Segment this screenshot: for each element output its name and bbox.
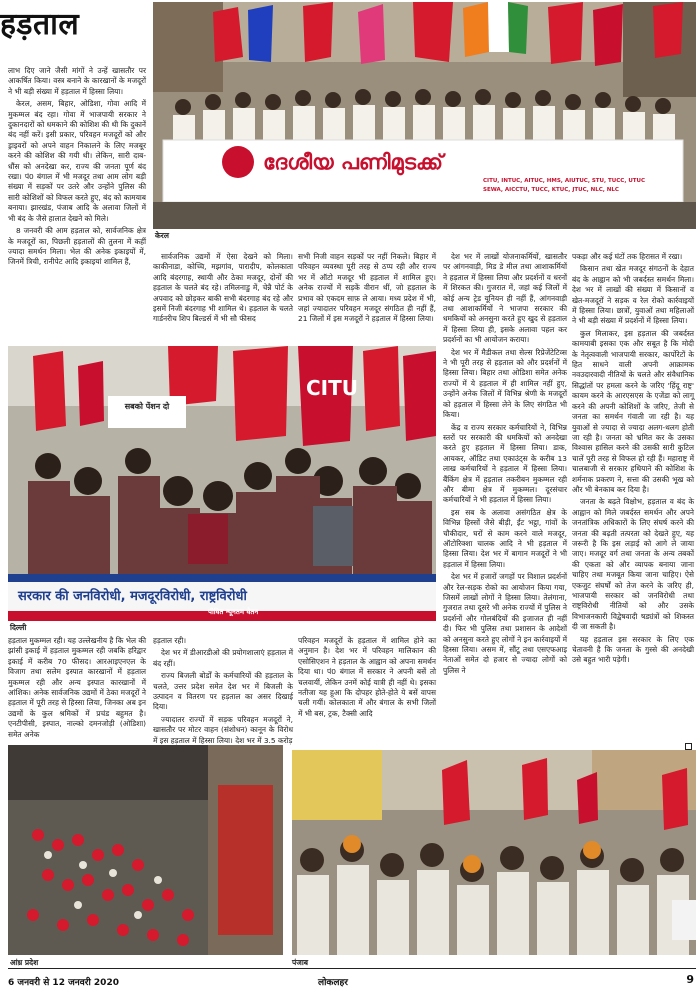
- paragraph: पकड़ा और कई घंटों तक हिरासत में रखा।: [572, 252, 683, 261]
- paragraph: लाभ दिए जाने जैसी मांगों ने उन्हें खासतौर पर आकर्षित किया। वस्त्र बनाने के कारखानों के मजदूरों ने भी बड़ी संख्या में हड़ताल में हिस्सा लिया।: [8, 66, 146, 96]
- paragraph: किसान तथा खेत मजदूर संगठनों के देहात बंद के आह्वान को भी जबर्दस्त समर्थन मिला। देश भर में लाखों की संख्या में किसानों व खेत-मजदूरों ने सड़क व रेल रोको कार्रवाइयों में हिस्सा लिया। छात्रों, युवाओं तथा महिलाओं ने भी बड़ी संख्या में प्रदर्शनों में हिस्सा लिया।: [572, 264, 694, 326]
- paragraph: देश भर में मैडीकल तथा सेल्स रिप्रेजेंटेटिव्स ने भी पूरी तरह से हड़ताल को और प्रदर्शनों में हिस्सा लिया। बिहार तथा ओडिशा समेत अनेक राज्यों में ये हड़ताल में ही शामिल नहीं हुए, उन्होंने अनेक जिलों में विभिन्न श्रेणी के मजदूरों को हड़ताल में हिस्सा लेने के लिए संगठित भी किया।: [443, 347, 567, 420]
- paragraph: 8 जनवरी की आम हड़ताल को, सार्वजनिक क्षेत्र के मजदूरों का, पिछली हड़तालों की तुलना में कहीं ज्यादा समर्थन मिला। भेल की अनेक इकाइयों में, जिनमें त्रिची, रानीपेट आदि इकाइयां शामिल हैं,: [8, 226, 146, 267]
- caption-andhra-pradesh: आंध्र प्रदेश: [10, 958, 39, 967]
- paragraph: हड़ताल मुकम्मल रही। यह उल्लेखनीय है कि भेल की झांसी इकाई में हड़ताल मुकम्मल रही जबकि हरिद्वार इकाई में करीब 70 फीसद। आरआइएनएल के विजाग तथा सलेम इस्पात कारखानों में हड़ताल मुकम्मल रही और अन्य इस्पात कारखानों में आंशिक। अनेक सार्वजनिक उद्यमों में ठेका मजदूरों ने हड़ताल में पूरी तरह से हिस्सा लिया, जिनका अब इन उद्यमों के कुल श्रमिकों में प्रचंड बहुमत है। एनटीपीसी, इस्पात, नाल्को दमनजोड़ी (ओडिशा) समेत अनेक: [8, 636, 146, 739]
- column-2-bottom: [153, 636, 293, 745]
- delhi-banner-text: सरकार की जनविरोधी, मजदूरविरोधी, राष्ट्रविरोधी: [18, 589, 247, 604]
- paragraph: केंद्र व राज्य सरकार कर्मचारियों ने, विभिन्न स्तरों पर सरकारी की धमकियों को अनदेखा करते हुए हड़ताल में हिस्सा लिया। डाक, आयकर, ऑडिट तथा एकाउंट्स के करीब 13 लाख कर्मचारियों ने हड़ताल में हिस्सा लिया। बैंकिंग क्षेत्र में हड़ताल तकरीबन मुकम्मल रही और बीमा क्षेत्र में मुकम्मल। दूरसंचार कर्मचारियों ने भी हड़ताल में हिस्सा लिया।: [443, 422, 567, 505]
- paragraph: देश भर में हजारों जगहों पर विशाल प्रदर्शनों और रेल-सड़क रोको का आयोजन किया गया, जिसमें लाखों लोगों ने हिस्सा लिया। तेलंगाना, गुजरात तथा दूसरे भी अनेक राज्यों में पुलिस ने प्रदर्शनों और गोलबंदियों की इजाजत ही नहीं दी। फिर भी पुलिस तथा प्रशासन के आदेशों को अनसुना करते हुए लोगों ने इन कार्रवाइयों में हिस्सा लिया। असम में, सौंटू तथा एसएफआइ नेताओं समेत दो हजार से ज्यादा लोगों को पुलिस ने: [443, 572, 567, 675]
- paragraph: ज्यादातर राज्यों में सड़क परिवहन मजदूरों ने, खासतौर पर मोटर वाहन (संशोधन) कानून के विरोध में इस हड़ताल में हिस्सा लिया। देश भर में 3.5 करोड़: [153, 714, 293, 745]
- caption-delhi: दिल्ली: [10, 623, 27, 632]
- column-3-bottom: [298, 636, 436, 738]
- kerala-banner-main-text: ദേശീയ പണിമുടക്ക്: [263, 150, 443, 174]
- footer-page-number: 9: [686, 973, 694, 986]
- andhra-pradesh-rally-photo: [8, 745, 283, 955]
- paragraph: यह हड़ताल इस सरकार के लिए एक चेतावनी है कि जनता के गुस्से की अनदेखी उसे बहुत भारी पड़ेगी।: [572, 634, 694, 665]
- kerala-banner-unions-text-2: SEWA, AICCTU, TUCC, KTUC, JTUC, NLC, NLC: [483, 187, 619, 193]
- end-mark-icon: [685, 743, 692, 750]
- andhra-rally-illustration: [8, 745, 283, 955]
- paragraph: सार्वजनिक उद्यमों में ऐसा देखने को मिला। काकीनाडा, कोच्चि, मझगांव, पारादीप, कोलकाता आदि बंदरगाह, स्थायी और ठेका मजदूर, दोनों की हड़ताल के चलते बंद रहे। तमिलनाडु में, चेन्नै पोर्ट के अपवाद को छोड़कर बाकी सभी बंदरगाह बंद रहे और इसमें निजी बंदरगाह भी शामिल थे। हड़ताल के चलते गार्डनरीच शिप बिल्डर्स में भी सौ फीसद: [153, 252, 293, 324]
- caption-punjab: पंजाब: [292, 958, 309, 967]
- paragraph: हड़ताल रही।: [153, 636, 187, 645]
- kerala-banner-unions-text: CITU, INTUC, AITUC, HMS, AIUTUC, STU, TUCC, UTUC: [483, 178, 646, 184]
- kerala-rally-photo: [153, 2, 696, 229]
- paragraph: सभी निजी वाहन सड़कों पर नहीं निकले। बिहार में परिवहन व्यवस्था पूरी तरह से ठप्प रही और राज्य भर में ऑटो मजदूर भी हड़ताल में शामिल हुए। अनेक राज्यों में सड़कें वीरान थीं, जो हड़ताल के प्रभाव को एकदम साफ़ ले आया। मध्य प्रदेश में भी, जहां ज्यादातर परिवहन मजदूर संगठित ही नहीं हैं, 21 जिलों में इस मजदूरों ने हड़ताल में हिस्सा लिया।: [298, 252, 436, 324]
- paragraph: देश भर में डीआरडीओ की प्रयोगशालाएं हड़ताल में बंद रहीं।: [153, 648, 293, 668]
- paragraph: इस सब के अलावा असंगठित क्षेत्र के विभिन्न हिस्सों जैसे बीड़ी, ईंट भट्ठा, गांवों के चौकीदार, घरों से काम करने वाले मजदूर, ऑटोरिक्शा चालक आदि ने भी हड़ताल में हिस्सा लिया। देश भर में बागान मजदूरों ने भी हड़ताल में हिस्सा लिया।: [443, 507, 567, 569]
- footer-date: 6 जनवरी से 12 जनवरी 2020: [8, 978, 119, 988]
- column-1-bottom: [8, 636, 146, 738]
- paragraph: देश भर में लाखों योजनाकर्मियों, खासतौर पर आंगनवाड़ी, मिड डे मील तथा आशाकर्मियों ने हड़ताल में हिस्सा लिया और प्रदर्शनों व धरनों में शिरकत की। गुजरात में, जहां कई जिलों में कोई अन्य ट्रेड यूनियन ही नहीं हैं, आंगनवाड़ी तथा आशाकर्मियों ने भाजपा सरकार की धमकियों को अनसुना करते हुए खुद से हड़ताल में हिस्सा लिया ही, इसके अलावा पहल कर प्रदर्शनों का भी आयोजन कराया।: [443, 252, 567, 345]
- delhi-placard-text: सबको पेंशन दो: [124, 402, 170, 411]
- delhi-rally-photo: [8, 346, 436, 621]
- column-5: [572, 252, 694, 752]
- paragraph: कुल मिलाकर, इस हड़ताल की जबर्दस्त कामयाबी इसका एक और सबूत है कि मोदी के नेतृत्ववाली भाजपायी सरकार, कार्पोरेटों के हित साधने वाली अपनी आक्रामक नवउदारवादी नीतियों के चलते और संवैधानिक सिद्धांतों पर हमला करने के जरिए 'हिंदू राष्ट्र' कायम करने के आरएसएस के एजेंडा को लागू करने की अपनी कोशिशों के जरिए, तेजी से जनता का समर्थन गंवाती जा रही है। यह युवाओं से ज्यादा से ज्यादा अलग-थलग होती जा रही है। जनता को भ्रमित कर के उसका विश्वास हासिल करने की उसकी सारी कुटिल चालें पूरी तरह से विफल हो रही हैं। महाराष्ट्र में चालबाजी से सरकार हथियाने की कोशिश के शर्मनाक प्रकरण ने, सत्ता की उसकी भूख को और भी बेनकाब कर दिया है।: [572, 328, 694, 494]
- paragraph: राज्य बिजली बोर्डों के कर्मचारियों की हड़ताल के चलते, उत्तर प्रदेश समेत देश भर में बिजली के उत्पादन व वितरण पर हड़ताल का असर दिखाई दिया।: [153, 671, 293, 712]
- punjab-rally-photo: [292, 750, 696, 955]
- footer-rule: [8, 968, 696, 969]
- column-3-top: [298, 252, 436, 342]
- punjab-rally-illustration: [292, 750, 696, 955]
- paragraph: परिवहन मजदूरों के हड़ताल में शामिल होने का अनुमान है। देश भर में परिवहन मालिकान की एसोसिएशन ने हड़ताल के आह्वान को अपना समर्थन दिया था। पं0 बंगाल में सरकार ने अपनी बसें तो चलवायीं, लेकिन उनमें कोई यात्री ही नहीं थे। इसका नतीजा यह हुआ कि दोपहर होते-होते ये बसें वापस चली गयीं। कोलकाता में और बंगाल के सभी जिलों में भी बस, ट्रक, टैक्सी आदि: [298, 636, 436, 718]
- paragraph: जनता के बढ़ते विक्षोभ, हड़ताल व बंद के आह्वान को मिले जबर्दस्त समर्थन और अपने जनतांत्रिक अधिकारों के लिए संघर्ष करने की जनता की बढ़ती तत्परता को देखते हुए, यह जरूरी है कि इस लड़ाई को आगे ले जाया जाए। मजदूर वर्ग तथा जनता के अन्य तबकों की एकता को और व्यापक बनाया जाना चाहिए तथा मजबूत किया जाना चाहिए। ऐसे एकजुट संघर्षों को तेज करने के जरिए ही, भाजपायी सरकार को जनविरोधी तथा राष्ट्रविरोधी नीतियों को और उसके विभाजनकारी विद्वेषवादी षड्यंत्रों को शिकस्त दी जा सकती है।: [572, 497, 694, 632]
- delhi-rally-illustration: [8, 346, 436, 621]
- paragraph: केरल, असम, बिहार, ओडिशा, गोवा आदि में मुकम्मल बंद रहा। गोवा में भाजपायी सरकार ने दुकानदारों को धमकाने की कोशिश की थी कि दुकानें बंद नहीं करें। इसी प्रकार, परिवहन मजदूरों को और ड्राइवरों को अपने वाहन निकालने के लिए मजबूर करने की कोशिश की गयी थी। लेकिन, सारी दाब-धौंस को अनदेखा कर, राज्य की जनता पूर्ण बंद रखा। पं0 बंगाल में भी मजदूर तथा आम लोग बड़ी संख्या में सड़कों पर उतरे और उन्होंने पुलिस की सारी कोशिशों को विफल करते हुए, बंद को कामयाब बनाया। झारखंड, पंजाब आदि के अलावा जिलों में भी बंद के जैसे हालात देखने को मिले।: [8, 99, 147, 223]
- caption-kerala: केरल: [155, 231, 169, 240]
- kerala-rally-illustration: [153, 2, 696, 229]
- column-1-top: [8, 66, 146, 334]
- page-title: हड़ताल: [0, 7, 80, 42]
- delhi-banner-sub-text: पीवित न्यूनतम वेतन: [208, 608, 259, 616]
- column-4: [443, 252, 567, 744]
- footer-publication: लोकलहर: [318, 978, 348, 988]
- delhi-citu-text: CITU: [306, 376, 359, 400]
- column-2-top: [153, 252, 293, 342]
